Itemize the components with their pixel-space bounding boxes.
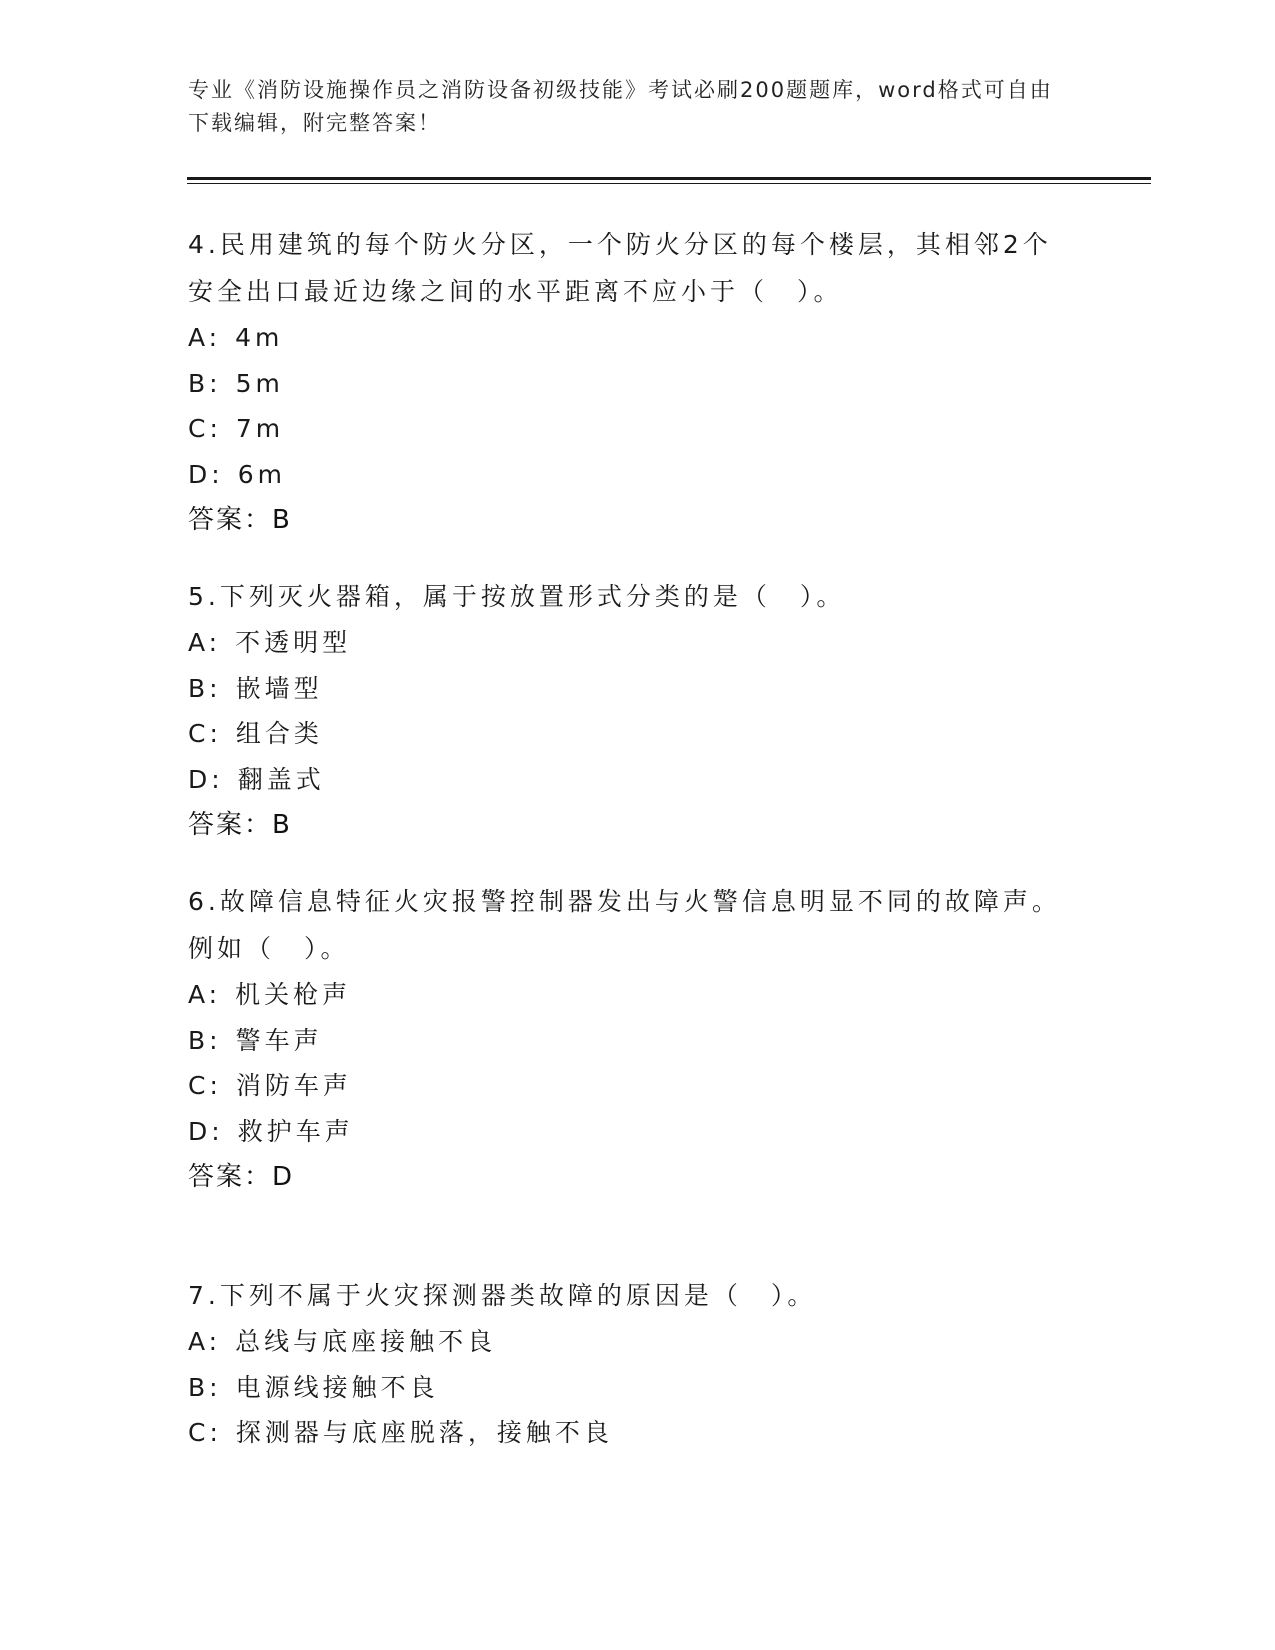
option-b — [188, 1018, 1068, 1064]
answer-line — [188, 1154, 1068, 1200]
option-a — [188, 972, 1068, 1018]
option-c — [188, 1063, 1068, 1109]
option-key: C: — [188, 414, 222, 443]
option-key: A: — [188, 1327, 222, 1356]
option-value: 翻盖式 — [237, 764, 325, 794]
option-value: 机关枪声 — [235, 980, 352, 1009]
option-key: C: — [188, 1071, 222, 1100]
option-key: D: — [188, 459, 224, 489]
option-value: 电源线接触不良 — [235, 1372, 439, 1402]
option-key: A: — [188, 980, 222, 1009]
option-a — [188, 315, 1068, 361]
question-text: 7.下列不属于火灾探测器类故障的原因是（ ）。 — [188, 1281, 817, 1310]
option-value: 嵌墙型 — [235, 673, 323, 703]
option-key: D: — [188, 764, 224, 794]
answer-line — [188, 802, 1068, 848]
option-value: 不透明型 — [235, 628, 352, 657]
option-key: B: — [188, 673, 222, 703]
option-value: 4m — [235, 323, 284, 352]
header-divider-thick — [187, 177, 1151, 180]
answer-value: B — [272, 810, 291, 840]
option-value: 消防车声 — [235, 1071, 352, 1100]
question-5 — [188, 573, 1068, 848]
answer-line — [188, 497, 1068, 543]
document-header: 专业《消防设施操作员之消防设备初级技能》考试必刷200题题库，word格式可自由下载编辑，附完整答案！ — [188, 78, 1053, 135]
question-text: 6.故障信息特征火灾报警控制器发出与火警信息明显不同的故障声。例如（ ）。 — [188, 887, 1061, 963]
question-4 — [188, 221, 1068, 543]
question-6 — [188, 878, 1068, 1200]
option-c — [188, 406, 1068, 452]
option-value: 5m — [235, 368, 284, 398]
option-d — [188, 757, 1068, 803]
option-d — [188, 1109, 1068, 1155]
answer-value: D — [272, 1162, 294, 1192]
option-value: 警车声 — [235, 1025, 323, 1055]
option-d — [188, 452, 1068, 498]
option-key: B: — [188, 1025, 222, 1055]
option-b — [188, 361, 1068, 407]
answer-label: 答案： — [188, 810, 273, 840]
option-value: 救护车声 — [237, 1116, 354, 1146]
option-b — [188, 666, 1068, 712]
option-value: 总线与底座接触不良 — [235, 1327, 497, 1356]
question-text: 4.民用建筑的每个防火分区，一个防火分区的每个楼层，其相邻2个安全出口最近边缘之间的水平距离不应小于（ ）。 — [188, 230, 1052, 306]
option-key: A: — [188, 323, 222, 352]
option-key: C: — [188, 719, 222, 748]
option-value: 探测器与底座脱落，接触不良 — [235, 1418, 613, 1447]
answer-label: 答案： — [188, 505, 273, 535]
question-7 — [188, 1272, 1068, 1456]
question-text: 5.下列灭火器箱，属于按放置形式分类的是（ ）。 — [188, 582, 846, 611]
option-key: D: — [188, 1116, 224, 1146]
option-a — [188, 620, 1068, 666]
answer-label: 答案： — [188, 1162, 273, 1192]
option-a — [188, 1319, 1068, 1365]
option-key: C: — [188, 1418, 222, 1447]
option-key: B: — [188, 368, 222, 398]
option-key: B: — [188, 1372, 222, 1402]
option-value: 组合类 — [235, 719, 323, 748]
answer-value: B — [272, 505, 291, 535]
header-divider-thin — [187, 183, 1151, 184]
option-key: A: — [188, 628, 222, 657]
option-value: 7m — [235, 414, 285, 443]
option-c — [188, 1410, 1068, 1456]
option-value: 6m — [237, 459, 286, 489]
option-b — [188, 1365, 1068, 1411]
option-c — [188, 711, 1068, 757]
